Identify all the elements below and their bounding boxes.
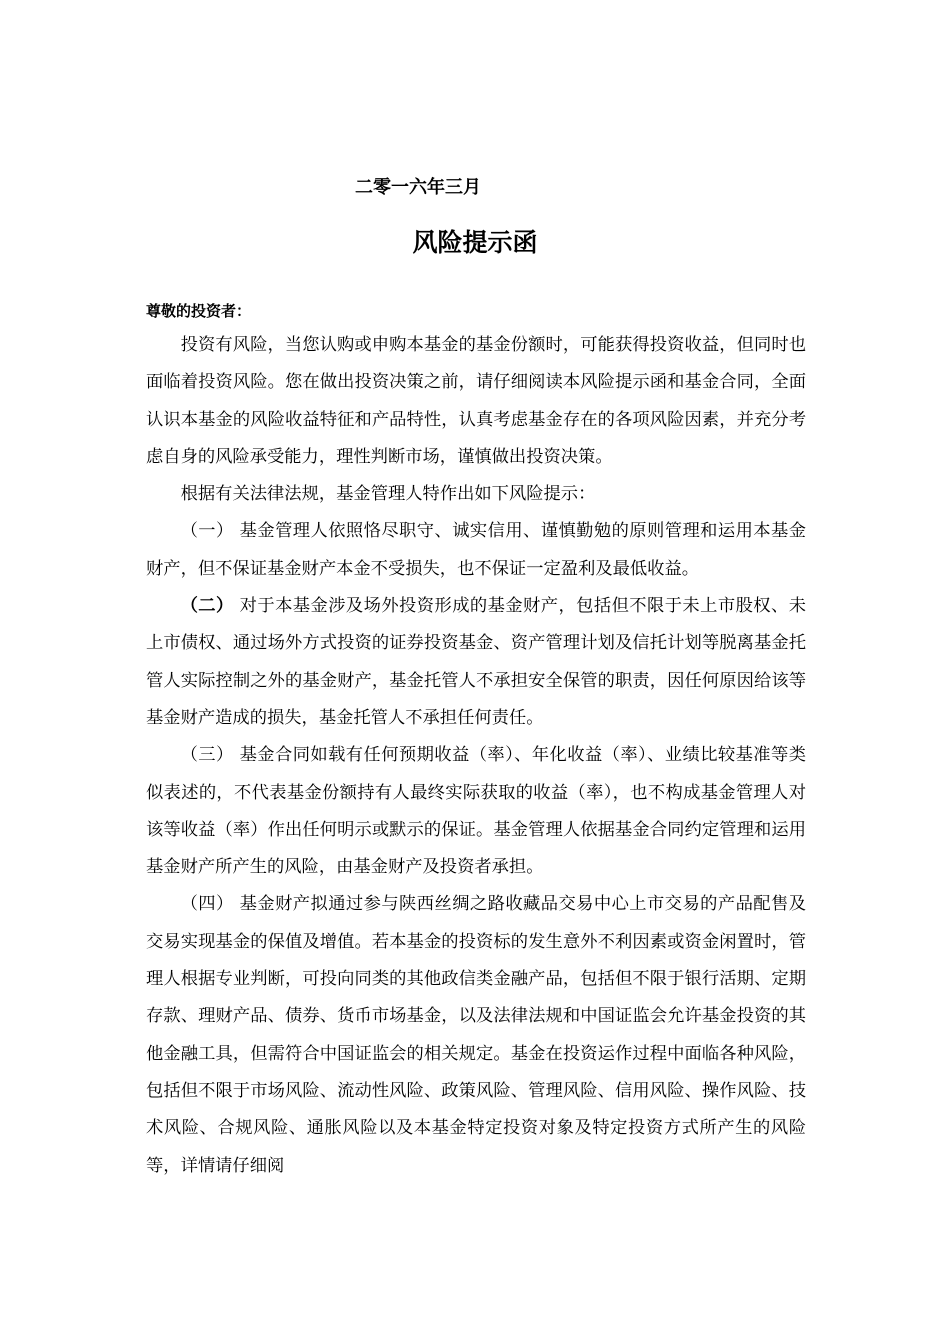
paragraph-item-1 [146,513,806,588]
document-title: 风险提示函 [412,228,538,257]
paragraph-item-2 [146,588,806,737]
document-date: 二零一六年三月 [355,177,481,198]
paragraph-item-4 [146,886,806,1184]
document-body [146,327,806,1185]
paragraph-text: （四） 基金财产拟通过参与陕西丝绸之路收藏品交易中心上市交易的产品配售及交易实现基金的保值及增值。若本基金的投资标的发生意外不利因素或资金闲置时，管理人根据专业判断，可投向同类的其他政信类金融产品，包括但不限于银行活期、定期存款、理财产品、债券、货币市场基金，以及法律法规和中国证监会允许基金投资的其他金融工具，但需符合中国证监会的相关规定。基金在投资运作过程中面临各种风险，包括但不限于市场风险、流动性风险、政策风险、管理风险、信用风险、操作风险、技术风险、合规风险、通胀风险以及本基金特定投资对象及特定投资方式所产生的风险等，详情请仔细阅 [146,894,806,1176]
paragraph-item-3 [146,737,806,886]
paragraph-text: 对于本基金涉及场外投资形成的基金财产，包括但不限于未上市股权、未上市债权、通过场外方式投资的证券投资基金、资产管理计划及信托计划等脱离基金托管人实际控制之外的基金财产，基金托管人不承担安全保管的职责，因任何原因给该等基金财产造成的损失，基金托管人不承担任何责任。 [146,596,806,728]
paragraph-text: 投资有风险，当您认购或申购本基金的基金份额时，可能获得投资收益，但同时也面临着投资风险。您在做出投资决策之前，请仔细阅读本风险提示函和基金合同，全面认识本基金的风险收益特征和产品特性，认真考虑基金存在的各项风险因素，并充分考虑自身的风险承受能力，理性判断市场，谨慎做出投资决策。 [146,335,806,467]
paragraph-intro [146,327,806,476]
paragraph-lead: （二） [180,596,234,617]
paragraph-notice [146,476,806,513]
paragraph-text: （三） 基金合同如载有任何预期收益（率）、年化收益（率）、业绩比较基准等类似表述的，不代表基金份额持有人最终实际获取的收益（率），也不构成基金管理人对该等收益（率）作出任何明示或默示的保证。基金管理人依据基金合同约定管理和运用基金财产所产生的风险，由基金财产及投资者承担。 [146,745,806,878]
salutation: 尊敬的投资者： [146,302,252,320]
paragraph-text: （一） 基金管理人依照恪尽职守、诚实信用、谨慎勤勉的原则管理和运用本基金财产，但不保证基金财产本金不受损失，也不保证一定盈利及最低收益。 [146,521,806,579]
paragraph-text: 根据有关法律法规，基金管理人特作出如下风险提示： [180,484,596,505]
